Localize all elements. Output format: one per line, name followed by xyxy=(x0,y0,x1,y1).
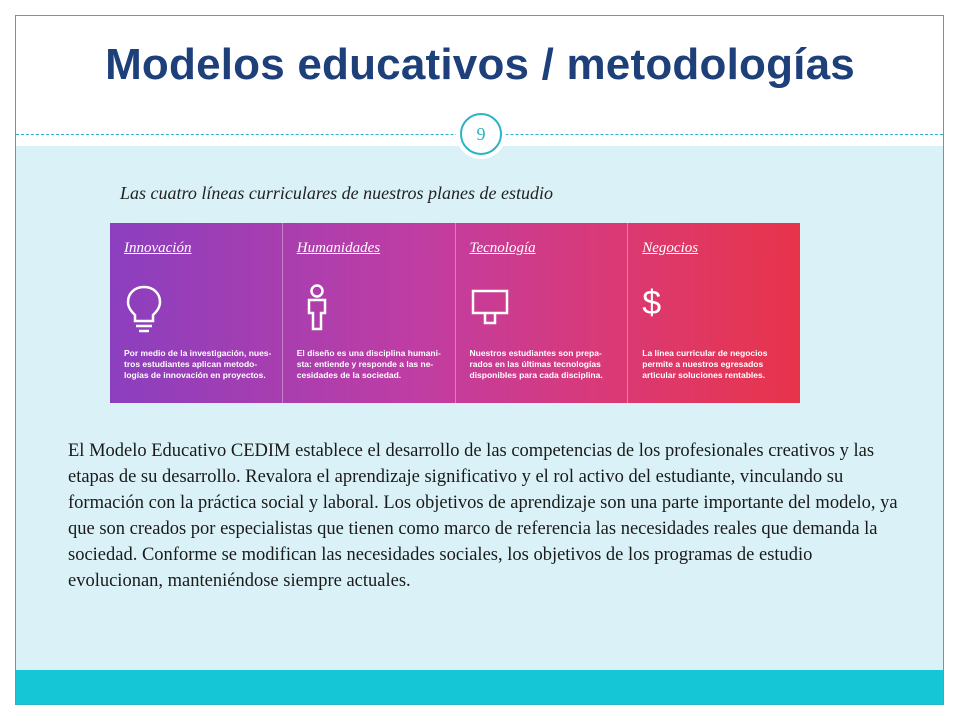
curricular-line-humanidades xyxy=(283,223,456,403)
dollar-icon: $ xyxy=(642,284,662,322)
page-number-badge: 9 xyxy=(460,113,502,155)
curricular-line-negocios xyxy=(628,223,800,403)
curricular-line-text: Por medio de la investigación, nues-tros estudiantes aplican metodo-logías de innovación en proyectos. xyxy=(124,348,272,380)
lightbulb-icon xyxy=(124,283,164,333)
curricular-line-title: Tecnología xyxy=(469,240,536,256)
slide-title: Modelos educativos / metodologías xyxy=(105,40,855,89)
curricular-line-title: Negocios xyxy=(642,240,699,256)
curricular-line-text: La línea curricular de negocios permite a nuestros egresados articular soluciones rentables. xyxy=(642,348,768,380)
footer-bar xyxy=(16,670,943,704)
person-icon xyxy=(297,283,337,333)
curricular-line-tecnologia xyxy=(456,223,629,403)
monitor-icon xyxy=(470,283,510,333)
banner-caption: Las cuatro líneas curriculares de nuestros planes de estudio xyxy=(120,183,553,203)
body-paragraph: El Modelo Educativo CEDIM establece el desarrollo de las competencias de los profesionales creativos y las etapas de su desarrollo. Revalora el aprendizaje significativo y el rol activo del estudiante, vinculando su formación con la práctica social y laboral. Los objetivos de aprendizaje son una parte importante del modelo, ya que son creados por especialistas que tienen como marco de referencia las necesidades reales que demanda la sociedad. Conforme se modifican las necesidades sociales, los objetivos de los programas de estudio evolucionan, manteniéndose siempre actuales. xyxy=(68,441,898,591)
curricular-lines-banner xyxy=(110,223,800,403)
curricular-line-text: Nuestros estudiantes son prepa-rados en las últimas tecnologías disponibles para cada disciplina. xyxy=(469,348,603,380)
curricular-line-title: Humanidades xyxy=(296,240,381,256)
curricular-line-text: El diseño es una disciplina humani-sta: entiende y responde a las ne-cesidades de la sociedad. xyxy=(296,348,441,380)
curricular-line-title: Innovación xyxy=(124,240,192,256)
curricular-line-innovacion xyxy=(110,223,283,403)
